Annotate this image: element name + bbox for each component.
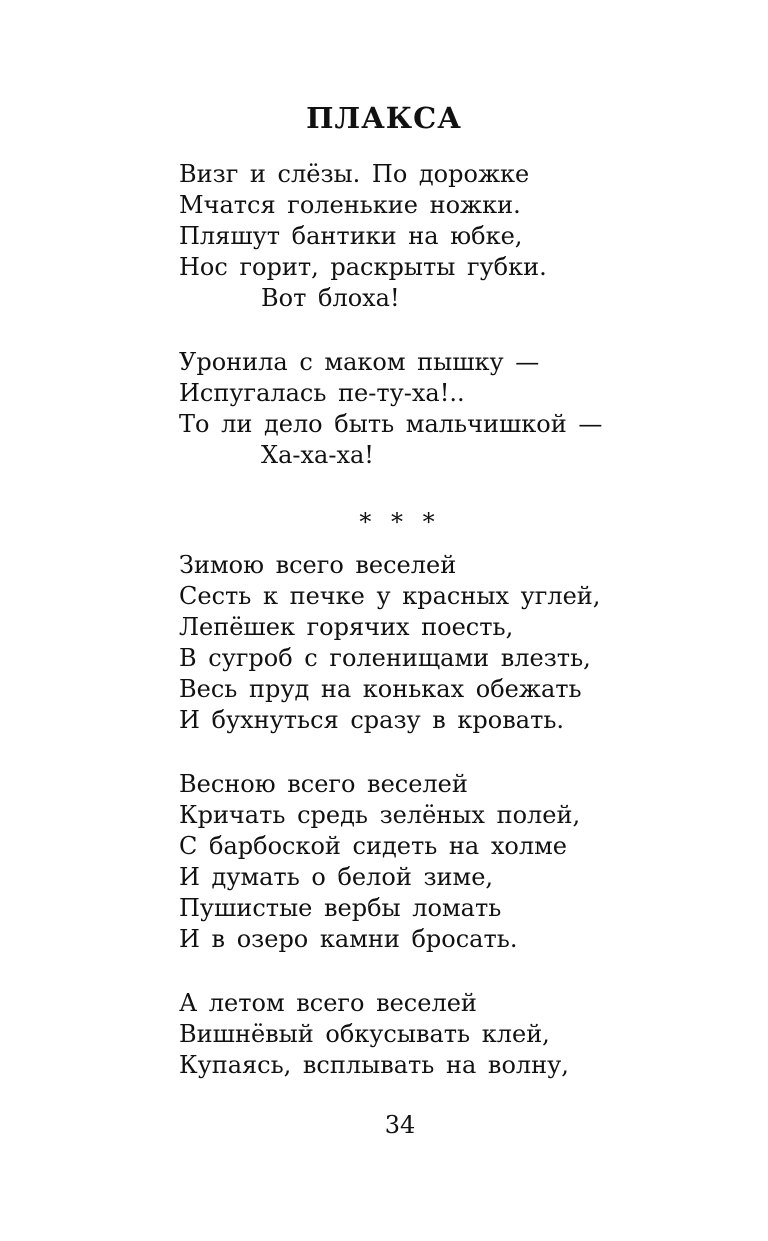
poem1-stanza-2 [179, 347, 739, 471]
poem-line: Весною всего веселей [179, 770, 468, 798]
poem-line: И думать о белой зиме, [179, 863, 494, 891]
poem-line: Пушистые вербы ломать [179, 894, 502, 922]
poem-line: Лепёшек горячих поесть, [179, 613, 514, 641]
poem2-stanza-2 [179, 769, 739, 955]
poem-line: Кричать средь зелёных полей, [179, 801, 581, 829]
poem-line: То ли дело быть мальчишкой — [179, 410, 603, 438]
poem-line: Уронила с маком пышку — [179, 348, 540, 376]
poem-line: А летом всего веселей [179, 989, 477, 1017]
poem-line-refrain: Ха-ха-ха! [261, 441, 374, 469]
poem-line: С барбоской сидеть на холме [179, 832, 567, 860]
poem2-stanza-3 [179, 988, 739, 1081]
poem-line: Весь пруд на коньках обежать [179, 675, 582, 703]
poem1-stanza-1 [179, 159, 739, 314]
poem-title: ПЛАКСА [306, 101, 462, 135]
poem-line: В сугроб с голенищами влезть, [179, 644, 591, 672]
poem-line: Визг и слёзы. По дорожке [179, 160, 530, 188]
poem-line: Нос горит, раскрыты губки. [179, 253, 547, 281]
poem2-stanza-1 [179, 550, 739, 736]
poem-line: И бухнуться сразу в кровать. [179, 706, 565, 734]
poem-line: Испугалась пе-ту-ха!.. [179, 379, 465, 407]
section-separator: * * * [359, 508, 441, 536]
poem-line: Сесть к печке у красных углей, [179, 582, 601, 610]
page-number: 34 [384, 1111, 416, 1139]
poem-line: И в озеро камни бросать. [179, 925, 518, 953]
poem-line: Купаясь, всплывать на волну, [179, 1051, 569, 1079]
poem-line: Зимою всего веселей [179, 551, 457, 579]
poem-line: Вишнёвый обкусывать клей, [179, 1020, 550, 1048]
poem-line: Пляшут бантики на юбке, [179, 222, 523, 250]
poem-line: Мчатся голенькие ножки. [179, 191, 521, 219]
poem-line-refrain: Вот блоха! [261, 284, 400, 312]
